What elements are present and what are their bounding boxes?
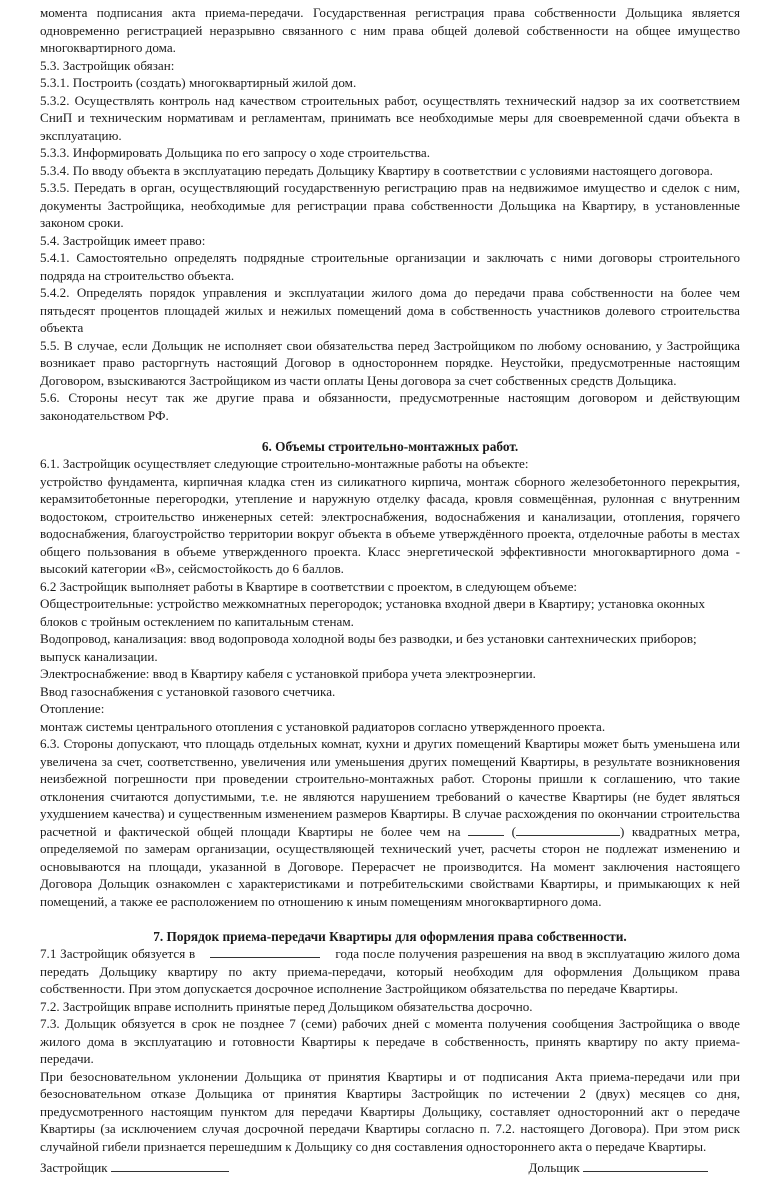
section-7-heading: 7. Порядок приема-передачи Квартиры для оформления права собственности. <box>153 929 627 944</box>
area-words-blank-field[interactable] <box>516 823 620 836</box>
clause-5-4-1: 5.4.1. Самостоятельно определять подрядные строительные организации и заключать с ними договоры строительного подряда на строительство объекта. <box>40 250 740 283</box>
clause-5-6: 5.6. Стороны несут так же другие права и обязанности, предусмотренные настоящим договором и действующим законодательством РФ. <box>40 390 740 423</box>
clause-5-3: 5.3. Застройщик обязан: <box>40 57 175 73</box>
clause-6-2: 6.2 Застройщик выполняет работы в Квартире в соответствии с проектом, в следующем объеме: <box>40 578 578 594</box>
section-6-heading: 6. Объемы строительно-монтажных работ. <box>261 439 519 454</box>
clause-7-1 <box>40 945 740 998</box>
developer-signature-line[interactable] <box>111 1159 229 1172</box>
clause-7-2: 7.2. Застройщик вправе исполнить принятые перед Дольщиком обязательства досрочно. <box>40 998 533 1014</box>
clause-6-3-text-continued: квадратных метра, определяемой по замерам организации, осуществляющей технический учет, расчеты сторон не подлежат изменению и основываются на площади, указанной в Договоре. Перерасчет не производится. На момент заключения настоящего Договора Дольщик ознакомлен с характеристиками и потребительскими свойствами Квартиры, и примыкающих к ней помещений, а также ее расположением по отношению к иным помещениям многоквартирного дома. <box>40 823 740 909</box>
evasion-paragraph: При безосновательном уклонении Дольщика от принятия Квартиры и от подписания Акта приема-передачи или при безосновательном отказе Дольщика от принятия Квартиры Застройщик по истечении 2 (двух) месяцев со дня, предусмотренного настоящим пунктом для передачи Квартиры Дольщику, составляет односторонний акт о передаче Квартиры (за исключением случая досрочной передачи Квартиры согласно п. 7.2. настоящего Договора). При этом риск случайной гибели признается перешедшим к Дольщику со дня составления одностороннего акта о передаче Квартиры. <box>40 1068 740 1154</box>
clause-5-4-2: 5.4.2. Определять порядок управления и эксплуатации жилого дома до передачи права собственности на более чем пятьдесят процентов площадей жилых и нежилых помещений дома в собственность участников долевого строительства объекта <box>40 285 740 335</box>
clause-5-3-2: 5.3.2. Осуществлять контроль над качеством строительных работ, осуществлять технический надзор за их соответствием СниП и техническим нормативам и регламентам, принимать все необходимые меры для своевременной сдачи объекта в эксплуатацию. <box>40 92 740 143</box>
clause-7-3: 7.3. Дольщик обязуется в срок не позднее 7 (семи) рабочих дней с момента получения сообщения Застройщика о вводе жилого дома в эксплуатацию и готовности Квартиры к передаче в собственность, принять квартиру по акту приема-передачи. <box>40 1016 740 1066</box>
electric-works: Электроснабжение: ввод в Квартиру кабеля с установкой прибора учета электроэнергии. <box>40 666 536 681</box>
clause-5-3-3: 5.3.3. Информировать Дольщика по его запросу о ходе строительства. <box>40 145 431 160</box>
general-works: Общестроительные: устройство межкомнатных перегородок; установка входной двери в Квартиру; установка оконных блоков с тройным остеклением по капитальным стенам. <box>40 596 706 629</box>
clause-5-3-1: 5.3.1. Построить (создать) многоквартирный жилой дом. <box>40 75 357 90</box>
clause-6-1: 6.1. Застройщик осуществляет следующие строительно-монтажные работы на объекте: <box>40 456 529 471</box>
shareholder-signature-line[interactable] <box>583 1159 708 1172</box>
shareholder-label: Дольщик <box>528 1160 580 1175</box>
shareholder-signature <box>528 1159 708 1177</box>
water-works: Водопровод, канализация: ввод водопровода холодной воды без разводки, и без установки сантехнических приборов; выпуск канализации. <box>40 631 697 664</box>
clause-5-3-5: 5.3.5. Передать в орган, осуществляющий государственную регистрацию прав на недвижимое имущество и сделок с ним, документы Застройщика, необходимые для регистрации права собственности Дольщика на Квартиру, в установленные законом сроки. <box>40 180 740 230</box>
document-page <box>40 4 740 1177</box>
developer-signature <box>40 1159 229 1177</box>
gas-works: Ввод газоснабжения с установкой газового счетчика. <box>40 683 336 699</box>
area-blank-field[interactable] <box>468 823 504 836</box>
works-list: устройство фундамента, кирпичная кладка стен из силикатного кирпича, монтаж сборного железобетонного перекрытия, керамзитобетонные перегородки, утепление и наружную отделку фасада, кровля совмещённая, рулонная с внутренним водостоком, строительство инженерных сетей: электроснабжения, водоснабжения и канализации, отопления, горячего водоснабжения, благоустройство территории вокруг объекта в объеме утверждённого проекта, отделочные работы в местах общего пользования в объеме утвержденного проекта. Класс энергетической эффективности многоквартирного дома - высокий категории «В», сейсмостойкость до 6 баллов. <box>40 473 740 576</box>
clause-5-3-4: 5.3.4. По вводу объекта в эксплуатацию передать Дольщику Квартиру в соответствии с условиями настоящего договора. <box>40 162 713 178</box>
date-blank-field[interactable] <box>210 945 320 958</box>
clause-5-4: 5.4. Застройщик имеет право: <box>40 232 206 248</box>
heating-label: Отопление: <box>40 701 105 716</box>
close-paren: ) <box>620 823 625 839</box>
clause-6-3 <box>40 735 740 910</box>
developer-label: Застройщик <box>40 1160 108 1175</box>
signature-row <box>40 1159 740 1177</box>
heating-works: монтаж системы центрального отопления с установкой радиаторов согласно утвержденного проекта. <box>40 718 606 734</box>
paragraph: момента подписания акта приема-передачи. Государственная регистрация права собственности Дольщика является одновременно регистрацией неразрывно связанного с ним права общей долевой собственности на общее имущество многоквартирного дома. <box>40 5 740 55</box>
open-paren: ( <box>511 823 517 839</box>
clause-6-3-text: 6.3. Стороны допускают, что площадь отдельных комнат, кухни и других помещений Квартиры может быть уменьшена или увеличена за счет, соответственно, увеличения или уменьшения других помещений Квартиры, в результате возникновения неизбежной погрешности при проведении строительно-монтажных работ. Стороны пришли к соглашению, что такие отклонения считаются допустимыми, т.е. не являются нарушением требований о качестве Квартиры (не будет являться ухудшением качества) и существенным изменением размеров Квартиры. В случае расхождения по окончании строительства расчетной и фактической общей площади Квартиры не более чем на <box>40 736 740 839</box>
clause-5-5: 5.5. В случае, если Дольщик не исполняет свои обязательства перед Застройщиком по любому основанию, у Застройщика возникает право расторгнуть настоящий Договор в одностороннем порядке. Неустойки, предусмотренные настоящим Договором, взыскиваются Застройщиком из части оплаты Цены договора за счет собственных средств Дольщика. <box>40 337 740 388</box>
clause-7-1-text-continued: года после получения разрешения на ввод в эксплуатацию жилого дома передать Дольщику квартиру по акту приема-передачи, который необходим для оформления Дольщиком права собственности. При этом допускается досрочное исполнение Застройщиком обязательства по передаче Квартиры. <box>40 946 740 996</box>
clause-7-1-text: 7.1 Застройщик обязуется в <box>40 946 196 961</box>
